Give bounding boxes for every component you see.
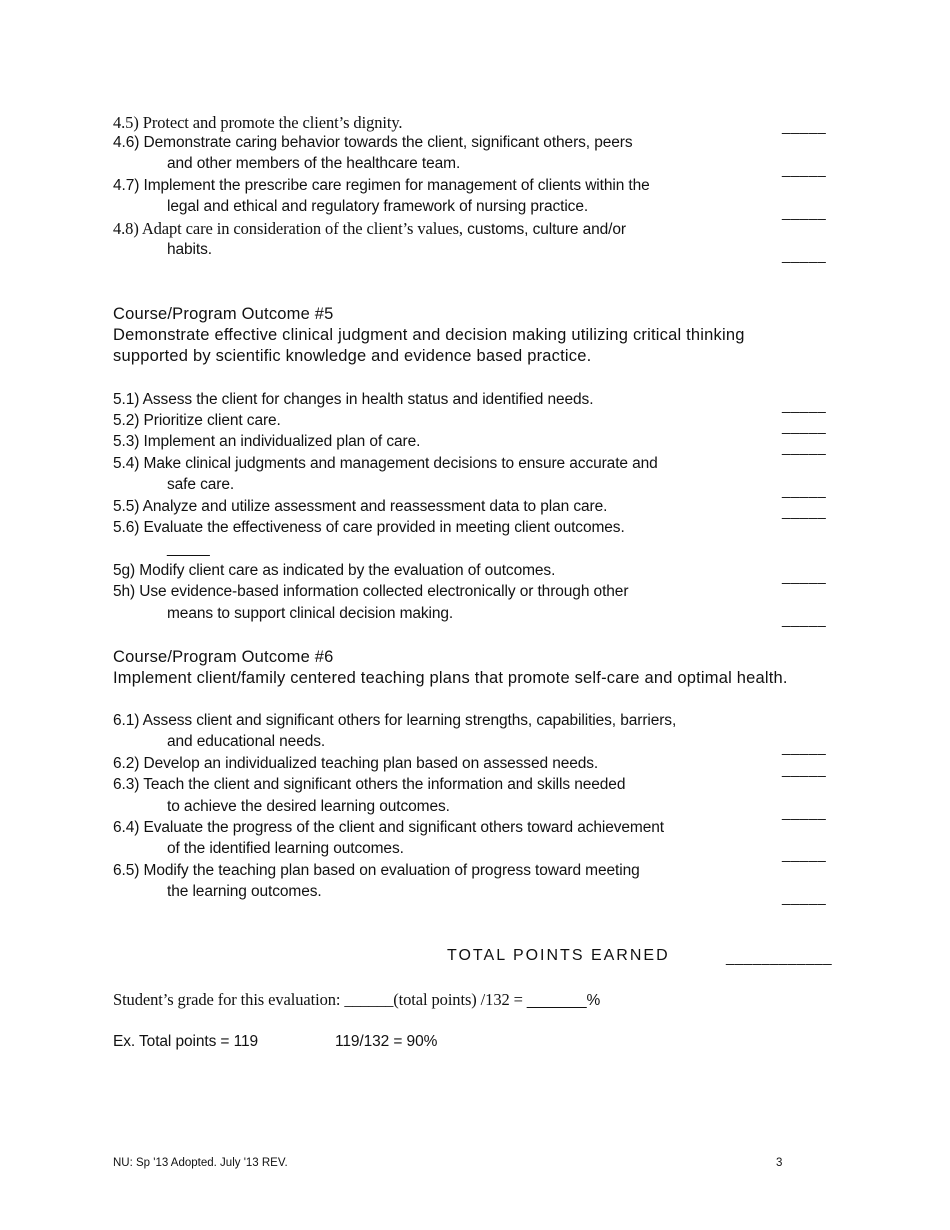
footer-revision: NU: Sp '13 Adopted. July '13 REV. bbox=[113, 1157, 288, 1169]
total-points-label: TOTAL POINTS EARNED bbox=[447, 947, 670, 964]
total-points-blank[interactable]: ____________ bbox=[726, 949, 833, 966]
item-6-3-cont: to achieve the desired learning outcomes. bbox=[167, 798, 450, 815]
item-6-1: 6.1) Assess client and significant others for learning strengths, capabilities, barriers, bbox=[113, 712, 677, 729]
item-4-7-cont: legal and ethical and regulatory framework of nursing practice. bbox=[167, 198, 589, 215]
item-6-4: 6.4) Evaluate the progress of the client and significant others toward achievement bbox=[113, 819, 664, 836]
item-6-1-cont: and educational needs. bbox=[167, 733, 326, 750]
score-blank-5-5[interactable]: _____ bbox=[782, 503, 827, 520]
score-blank-5g[interactable]: _____ bbox=[782, 568, 827, 585]
score-blank-6-1[interactable]: _____ bbox=[782, 739, 827, 756]
item-6-4-cont: of the identified learning outcomes. bbox=[167, 840, 404, 857]
outcome-6-heading: Course/Program Outcome #6 bbox=[113, 648, 334, 666]
score-blank-6-2[interactable]: _____ bbox=[782, 761, 827, 778]
item-4-5: 4.5) Protect and promote the client’s dignity. bbox=[113, 113, 403, 132]
grade-line bbox=[113, 990, 600, 1010]
score-blank-5-3[interactable]: _____ bbox=[782, 439, 827, 456]
item-5-4-cont: safe care. bbox=[167, 476, 235, 493]
item-4-6-cont: and other members of the healthcare team. bbox=[167, 155, 461, 172]
outcome-5-description-cont: supported by scientific knowledge and evidence based practice. bbox=[113, 347, 592, 365]
score-blank-5h[interactable]: _____ bbox=[782, 611, 827, 628]
item-5-5: 5.5) Analyze and utilize assessment and reassessment data to plan care. bbox=[113, 498, 608, 515]
item-4-8-cont: habits. bbox=[167, 241, 212, 258]
score-blank-5-1[interactable]: _____ bbox=[782, 397, 827, 414]
item-5-3: 5.3) Implement an individualized plan of care. bbox=[113, 433, 421, 450]
outcome-5-heading: Course/Program Outcome #5 bbox=[113, 305, 334, 323]
grade-percent-blank[interactable]: _______% bbox=[526, 992, 601, 1009]
item-4-7: 4.7) Implement the prescribe care regimen for management of clients within the bbox=[113, 177, 650, 194]
score-blank-5-2[interactable]: _____ bbox=[782, 418, 827, 435]
score-blank-6-4[interactable]: _____ bbox=[782, 846, 827, 863]
score-blank-4-8[interactable]: _____ bbox=[782, 247, 827, 264]
item-4-8 bbox=[113, 219, 626, 239]
page-number: 3 bbox=[776, 1157, 783, 1169]
outcome-6-description: Implement client/family centered teaching plans that promote self-care and optimal health. bbox=[113, 669, 788, 687]
item-6-5-cont: the learning outcomes. bbox=[167, 883, 322, 900]
item-4-8-serif-part: 4.8) Adapt care in consideration of the client’s values, bbox=[113, 219, 463, 238]
score-blank-5-6[interactable]: _____ bbox=[167, 540, 210, 557]
item-4-8-sans-part: customs, culture and/or bbox=[462, 221, 626, 238]
item-6-2: 6.2) Develop an individualized teaching plan based on assessed needs. bbox=[113, 755, 599, 772]
item-5g: 5g) Modify client care as indicated by the evaluation of outcomes. bbox=[113, 562, 556, 579]
item-5h: 5h) Use evidence-based information collected electronically or through other bbox=[113, 583, 629, 600]
item-5-6: 5.6) Evaluate the effectiveness of care provided in meeting client outcomes. bbox=[113, 519, 625, 536]
item-5h-cont: means to support clinical decision making. bbox=[167, 605, 454, 622]
score-blank-6-5[interactable]: _____ bbox=[782, 889, 827, 906]
item-5-4: 5.4) Make clinical judgments and management decisions to ensure accurate and bbox=[113, 455, 658, 472]
grade-line-text: Student’s grade for this evaluation: ______(total points) /132 = bbox=[113, 990, 527, 1009]
example-total-points: Ex. Total points = 119 bbox=[113, 1033, 259, 1050]
item-6-5: 6.5) Modify the teaching plan based on evaluation of progress toward meeting bbox=[113, 862, 640, 879]
item-6-3: 6.3) Teach the client and significant others the information and skills needed bbox=[113, 776, 626, 793]
item-5-1: 5.1) Assess the client for changes in health status and identified needs. bbox=[113, 391, 594, 408]
score-blank-6-3[interactable]: _____ bbox=[782, 804, 827, 821]
score-blank-4-7[interactable]: _____ bbox=[782, 204, 827, 221]
score-blank-4-6[interactable]: _____ bbox=[782, 161, 827, 178]
example-calculation: 119/132 = 90% bbox=[335, 1033, 438, 1050]
score-blank-4-5[interactable]: _____ bbox=[782, 118, 827, 135]
outcome-5-description: Demonstrate effective clinical judgment and decision making utilizing critical thinking bbox=[113, 326, 745, 344]
item-5-2: 5.2) Prioritize client care. bbox=[113, 412, 281, 429]
score-blank-5-4[interactable]: _____ bbox=[782, 482, 827, 499]
item-4-6: 4.6) Demonstrate caring behavior towards the client, significant others, peers bbox=[113, 134, 633, 151]
